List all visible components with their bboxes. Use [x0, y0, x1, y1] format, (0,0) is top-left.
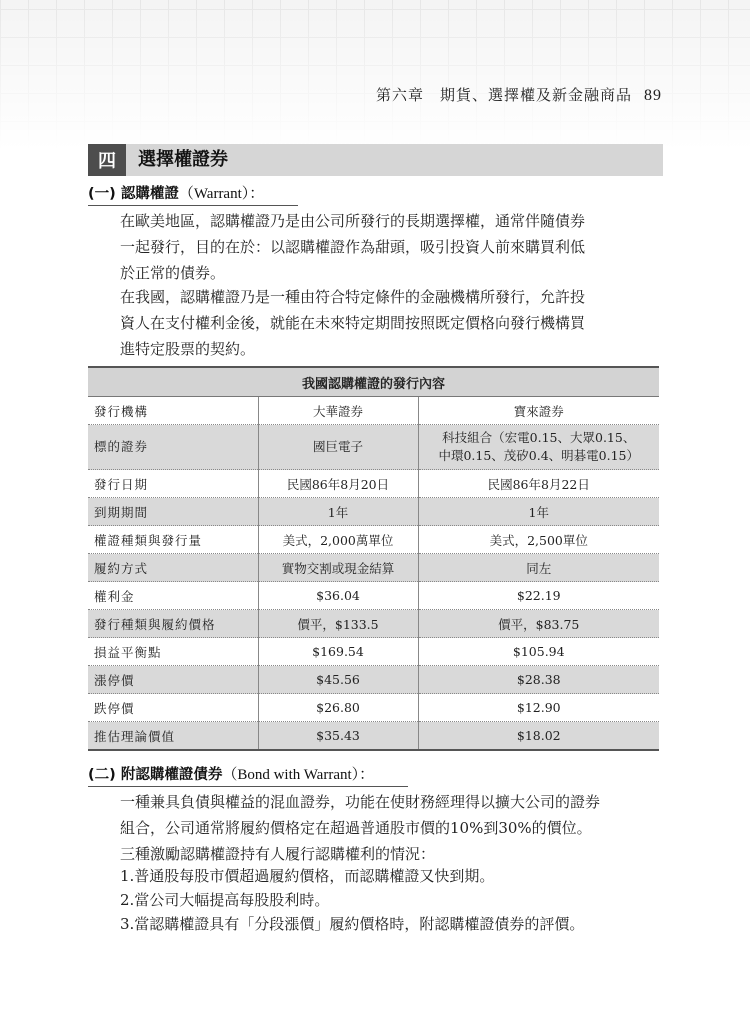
cell-polaris: $105.94 — [418, 638, 659, 666]
row-label: 到期期間 — [88, 498, 258, 526]
subheading-number: (一) — [88, 186, 116, 202]
table-caption: 我國認購權證的發行內容 — [88, 367, 659, 397]
cell-dahua: 美式，2,000萬單位 — [258, 526, 418, 554]
subheading-warrant — [88, 182, 264, 203]
text-line: 在歐美地區，認購權證乃是由公司所發行的長期選擇權，通常伴隨債券 — [120, 212, 586, 230]
cell-dahua: $36.04 — [258, 582, 418, 610]
list-item: 3.當認購權證具有「分段漲價」履約價格時，附認購權證債券的評價。 — [120, 915, 585, 933]
subheading-english: （Warrant）： — [178, 186, 265, 202]
subheading-english: （Bond with Warrant）： — [222, 767, 375, 783]
cell-polaris: 民國86年8月22日 — [418, 470, 659, 498]
subheading-underline — [88, 205, 298, 206]
cell-polaris: $12.90 — [418, 694, 659, 722]
subheading-title: 附認購權證債券 — [120, 767, 223, 783]
chapter-title: 第六章 期貨、選擇權及新金融商品 — [375, 86, 632, 104]
cell-dahua: $26.80 — [258, 694, 418, 722]
paragraph-taiwan — [120, 284, 665, 362]
cell-polaris: 寶來證券 — [418, 397, 659, 425]
row-label: 發行機構 — [88, 397, 258, 425]
table-row — [88, 397, 659, 425]
cell-polaris: $18.02 — [418, 722, 659, 751]
cell-polaris: $28.38 — [418, 666, 659, 694]
running-header — [376, 84, 662, 105]
header-background — [0, 0, 750, 150]
subheading-bond-with-warrant — [88, 763, 374, 784]
row-label: 發行種類與履約價格 — [88, 610, 258, 638]
subheading-underline — [88, 786, 408, 787]
cell-dahua: $35.43 — [258, 722, 418, 751]
subheading-title: 認購權證 — [120, 186, 179, 202]
cell-dahua: 價平，$133.5 — [258, 610, 418, 638]
row-label: 漲停價 — [88, 666, 258, 694]
text-line: 一種兼具負債與權益的混血證券，功能在使財務經理得以擴大公司的證券 — [120, 793, 601, 811]
cell-dahua: $45.56 — [258, 666, 418, 694]
table-row — [88, 666, 659, 694]
row-label: 權利金 — [88, 582, 258, 610]
text-line: 於正常的債券。 — [120, 264, 226, 282]
cell-dahua: 大華證券 — [258, 397, 418, 425]
cell-dahua: 國巨電子 — [258, 425, 418, 470]
text-line: 在我國，認購權證乃是一種由符合特定條件的金融機構所發行，允許投 — [120, 288, 586, 306]
row-label: 發行日期 — [88, 470, 258, 498]
row-label: 標的證券 — [88, 425, 258, 470]
warrant-issue-table — [88, 366, 659, 751]
cell-line: 中環0.15、茂矽0.4、明碁電0.15） — [438, 448, 640, 463]
table-row — [88, 582, 659, 610]
text-line: 組合，公司通常將履約價格定在超過普通股市價的10%到30%的價位。 — [120, 819, 592, 837]
table-row — [88, 498, 659, 526]
cell-dahua: 1年 — [258, 498, 418, 526]
list-item: 2.當公司大幅提高每股股利時。 — [120, 891, 330, 909]
section-heading — [88, 144, 663, 176]
text-line: 三種激勵認購權證持有人履行認購權利的情況： — [120, 845, 436, 863]
cell-polaris — [418, 425, 659, 470]
paragraph-europe — [120, 208, 665, 286]
cell-polaris: $22.19 — [418, 582, 659, 610]
cell-line: 科技組合（宏電0.15、大眾0.15、 — [442, 430, 636, 445]
cell-polaris: 同左 — [418, 554, 659, 582]
subheading-number: (二) — [88, 767, 116, 783]
table-row — [88, 722, 659, 751]
row-label: 跌停價 — [88, 694, 258, 722]
cell-polaris: 美式，2,500單位 — [418, 526, 659, 554]
cell-dahua: 民國86年8月20日 — [258, 470, 418, 498]
cell-polaris: 1年 — [418, 498, 659, 526]
table-row — [88, 638, 659, 666]
cell-dahua: 實物交割或現金結算 — [258, 554, 418, 582]
table-row — [88, 526, 659, 554]
row-label: 推估理論價值 — [88, 722, 258, 751]
list-item: 1.普通股每股市價超過履約價格，而認購權證又快到期。 — [120, 867, 495, 885]
text-line: 資人在支付權利金後，就能在未來特定期間按照既定價格向發行機構買 — [120, 314, 586, 332]
cell-dahua: $169.54 — [258, 638, 418, 666]
text-line: 進特定股票的契約。 — [120, 340, 256, 358]
table-row — [88, 694, 659, 722]
section-number: 四 — [88, 144, 126, 176]
section-title: 選擇權證券 — [138, 149, 228, 170]
page-number: 89 — [644, 87, 662, 104]
row-label: 損益平衡點 — [88, 638, 258, 666]
table-row — [88, 425, 659, 470]
text-line: 一起發行，目的在於：以認購權證作為甜頭，吸引投資人前來購買利低 — [120, 238, 586, 256]
row-label: 履約方式 — [88, 554, 258, 582]
table-row — [88, 554, 659, 582]
paragraph-hybrid — [120, 789, 665, 867]
row-label: 權證種類與發行量 — [88, 526, 258, 554]
table-row — [88, 470, 659, 498]
cell-polaris: 價平，$83.75 — [418, 610, 659, 638]
table-row — [88, 610, 659, 638]
